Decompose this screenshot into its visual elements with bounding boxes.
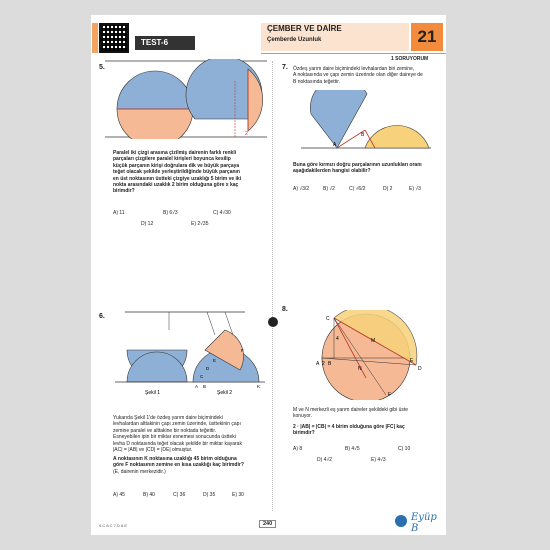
q6-point-k: K <box>257 384 261 389</box>
q6-option-d[interactable]: D) 35 <box>203 492 216 498</box>
q7-option-a[interactable]: A) √3/2 <box>293 186 310 192</box>
q7-line: B noktasında teğettir. <box>293 78 340 85</box>
q7-option-c[interactable]: C) √6/2 <box>349 186 366 192</box>
q6-point-a: A <box>195 384 199 389</box>
q8-line: M ve N merkezli eş yarım daireler şekildeki gibi üste <box>293 407 409 413</box>
q8-point-e: E <box>410 358 414 364</box>
q6-figure <box>105 310 267 400</box>
q7-line: A noktasında ve çapı zemin üzerinde olan diğer daireye de <box>293 72 423 79</box>
q7-number: 7. <box>282 64 288 71</box>
header-title: ÇEMBER VE DAİRE <box>267 24 342 33</box>
header-line <box>261 53 446 54</box>
q6-fig1-label: Şekil 1 <box>145 390 161 396</box>
q8-question-line: 2 · |AB| = |CB| = 4 birim olduğuna göre |FC| kaç <box>293 424 405 430</box>
q7-question <box>293 162 445 175</box>
q6-line: zemine paralel ve alttakine bir noktada teğettir. <box>113 427 217 434</box>
q8-question <box>293 424 445 437</box>
publisher-mark-icon <box>268 317 278 327</box>
q5-option-d[interactable]: D) 12 <box>141 221 154 227</box>
q6-option-a[interactable]: A) 45 <box>113 492 125 498</box>
q6-question <box>113 456 271 469</box>
q6-point-e: E <box>213 358 217 363</box>
q8-figure <box>316 310 428 400</box>
q7-question-line: aşağıdakilerden hangisi olabilir? <box>293 168 371 175</box>
q8-point-d: D <box>418 366 422 372</box>
q6-fig2-label: Şekil 2 <box>217 390 233 396</box>
q5-line: en üst noktasının üstteki çizgiye uzaklığı 5 birim ve iki <box>113 175 242 182</box>
signature: Eyüp B <box>411 512 437 534</box>
q6-note: (E, dairenin merkezidir.) <box>113 469 166 475</box>
q6-option-b[interactable]: B) 40 <box>143 492 155 498</box>
q7-option-d[interactable]: D) 2 <box>383 186 393 192</box>
side-tag <box>92 23 98 53</box>
q5-option-a[interactable]: A) 11 <box>113 210 125 216</box>
q8-point-m: M <box>371 338 376 344</box>
q5-line: parçaları çizgilere paralel kirişleri boyunca kesilip <box>113 156 231 163</box>
column-divider <box>272 61 273 511</box>
soru-label: 1 SORUYORUM <box>391 56 429 62</box>
q6-question-line: A noktasının K noktasına uzaklığı 45 birim olduğuna <box>113 456 237 462</box>
q5-label-2: 2 <box>245 131 248 137</box>
test-badge: TEST-6 <box>135 36 195 50</box>
q8-option-a[interactable]: A) 8 <box>293 446 303 452</box>
q8-point-n: N <box>358 366 362 372</box>
q8-line: konuyor. <box>293 413 312 420</box>
q6-line: |AC| = |AB| ve |CD| = |DE| olmuştur. <box>113 447 193 454</box>
q8-point-a: A <box>316 361 320 367</box>
q8-option-b[interactable]: B) 4√5 <box>345 446 360 452</box>
q5-line: küçük parçanın kirişi doğrulara dik ve büyük parçaya <box>113 162 240 169</box>
q5-figure <box>105 59 267 139</box>
header-number: 21 <box>411 23 443 51</box>
page-number: 240 <box>259 520 276 528</box>
q7-option-b[interactable]: B) √2 <box>323 186 335 192</box>
q6-point-d: D <box>206 366 210 371</box>
q5-line: Paralel iki çizgi arasına çizilmiş dairenin farklı renkli <box>113 150 237 156</box>
q8-label-4: 4 <box>336 336 339 342</box>
q7-question-line: Buna göre kırmızı doğru parçalarının uzunlukları oranı <box>293 162 422 168</box>
q5-option-e[interactable]: E) 2√35 <box>191 221 209 227</box>
q7-figure <box>301 90 431 150</box>
header-subtitle: Çemberde Uzunluk <box>267 37 322 43</box>
q6-line: levha D noktasında teğet olacak şekilde bir miktar kayarak <box>113 440 242 447</box>
q8-point-b: B <box>328 361 332 367</box>
q5-line: birimdir? <box>113 188 135 195</box>
q6-option-e[interactable]: E) 30 <box>232 492 244 498</box>
q5-line: teğet olacak şekilde yerleştirildiğinde büyük parçanın <box>113 169 240 176</box>
q6-line: Esneyebilen ipin bir miktar esnemesi sonucunda üstteki <box>113 434 236 441</box>
q8-point-f: F <box>388 392 392 398</box>
brand-logo-icon <box>395 515 407 527</box>
q8-label-2: 2 <box>322 361 325 367</box>
q5-option-b[interactable]: B) 6√3 <box>163 210 178 216</box>
q5-text <box>113 150 271 195</box>
answer-key: 9.C 8.C 7.D 6.E <box>99 523 128 528</box>
q7-label-a: A <box>333 142 337 148</box>
q5-number: 5. <box>99 64 105 71</box>
q6-text <box>113 415 271 453</box>
q8-question-line: birimdir? <box>293 430 315 437</box>
q6-option-c[interactable]: C) 36 <box>173 492 186 498</box>
q6-point-c: C <box>200 374 204 379</box>
q6-line: levhalardan alttakinin çapı zemin üzerinde, üsttekinin çapı <box>113 421 241 428</box>
q8-text <box>293 407 445 420</box>
q6-line: Yukarıda Şekil 1'de özdeş yarım daire biçimindeki <box>113 415 223 421</box>
q7-line: Özdeş yarım daire biçimindeki levhalardan biri zemine, <box>293 66 415 72</box>
q8-option-e[interactable]: E) 4√3 <box>371 457 386 463</box>
q8-option-c[interactable]: C) 10 <box>398 446 411 452</box>
q6-point-f: F <box>241 348 244 353</box>
q7-text <box>293 66 445 85</box>
worksheet-page <box>91 15 446 535</box>
q6-question-line: göre F noktasının zemine en kısa uzaklığı kaç birimdir? <box>113 462 244 469</box>
q7-option-e[interactable]: E) √3 <box>409 186 421 192</box>
q8-number: 8. <box>282 306 288 313</box>
q8-point-c: C <box>326 316 330 322</box>
q6-point-b: B <box>203 384 207 389</box>
q7-label-b: B <box>361 132 365 138</box>
qr-code-icon[interactable] <box>99 23 129 53</box>
q5-line: nokta arasındaki uzaklık 2 birim olduğuna göre x kaç <box>113 182 239 189</box>
q5-option-c[interactable]: C) 4√30 <box>213 210 231 216</box>
q6-number: 6. <box>99 313 105 320</box>
q8-option-d[interactable]: D) 4√2 <box>317 457 332 463</box>
